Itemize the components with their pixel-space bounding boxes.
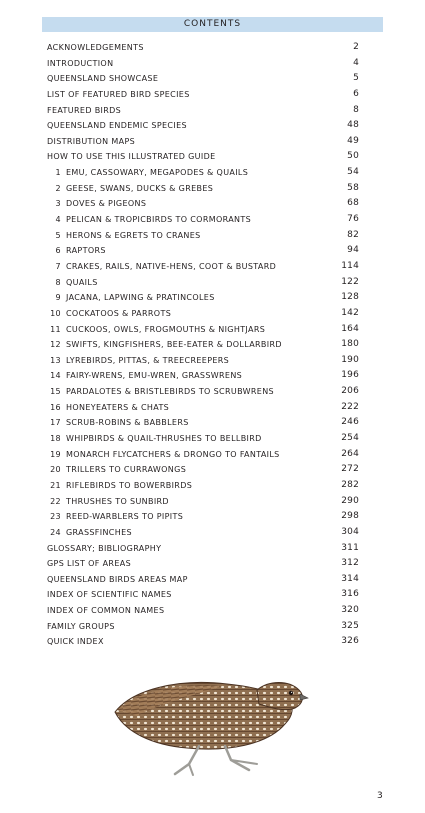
toc-entry xyxy=(47,275,359,291)
toc-page-number: 94 xyxy=(347,245,359,256)
toc-entry-label: CRAKES, RAILS, NATIVE-HENS, COOT & BUSTARD xyxy=(66,261,277,271)
toc-entry xyxy=(47,165,359,181)
toc-chapter-number: 15 xyxy=(50,387,61,397)
toc-page-number: 320 xyxy=(341,605,359,616)
toc-page-number: 2 xyxy=(353,42,359,52)
toc-entry-label: FEATURED BIRDS xyxy=(47,105,122,115)
toc-entry-label: COCKATOOS & PARROTS xyxy=(66,308,172,318)
toc-entry xyxy=(47,525,359,541)
toc-entry xyxy=(47,431,359,447)
toc-entry-label: HONEYEATERS & CHATS xyxy=(66,402,170,412)
toc-entry xyxy=(47,103,359,119)
contents-title: CONTENTS xyxy=(183,19,242,29)
toc-entry-left xyxy=(47,275,98,291)
toc-entry-label: PARDALOTES & BRISTLEBIRDS TO SCRUBWRENS xyxy=(66,387,274,397)
toc-entry-left xyxy=(47,149,216,165)
toc-chapter-number: 16 xyxy=(50,402,61,412)
toc-entry-left xyxy=(47,228,201,244)
toc-entry-label: QUICK INDEX xyxy=(47,637,104,647)
toc-entry-label: JACANA, LAPWING & PRATINCOLES xyxy=(66,293,215,303)
toc-entry-label: QUEENSLAND SHOWCASE xyxy=(47,74,159,84)
toc-page-number: 254 xyxy=(341,433,359,444)
toc-page-number: 54 xyxy=(347,167,359,178)
toc-entry-label: REED-WARBLERS TO PIPITS xyxy=(66,512,184,522)
toc-entry-label: RAPTORS xyxy=(66,246,106,256)
toc-entry xyxy=(47,134,359,150)
toc-chapter-number: 12 xyxy=(50,340,61,350)
toc-entry xyxy=(47,415,359,431)
toc-chapter-number: 17 xyxy=(50,418,61,428)
toc-page-number: 114 xyxy=(341,260,359,271)
toc-entry xyxy=(47,603,359,619)
toc-entry-label: GPS LIST OF AREAS xyxy=(47,559,131,569)
toc-entry-label: FAMILY GROUPS xyxy=(47,621,115,631)
toc-entry xyxy=(47,368,359,384)
toc-entry-left xyxy=(47,587,172,603)
toc-entry-label: SWIFTS, KINGFISHERS, BEE-EATER & DOLLARBIRD xyxy=(66,340,282,350)
quail-bird-illustration xyxy=(107,660,317,780)
toc-page-number: 246 xyxy=(341,417,359,428)
toc-entry-left xyxy=(47,619,115,635)
toc-page-number: 326 xyxy=(341,636,359,647)
toc-page-number: 290 xyxy=(341,495,359,506)
toc-entry-left xyxy=(47,368,242,384)
toc-chapter-number: 24 xyxy=(50,527,61,537)
toc-entry-label: INTRODUCTION xyxy=(47,58,114,68)
toc-entry-label: FAIRY-WRENS, EMU-WREN, GRASSWRENS xyxy=(66,371,243,381)
toc-entry xyxy=(47,634,359,650)
toc-page-number: 325 xyxy=(341,620,359,631)
toc-entry-left xyxy=(47,165,248,181)
toc-entry xyxy=(47,572,359,588)
toc-entry-left xyxy=(47,290,215,306)
toc-entry-label: SCRUB-ROBINS & BABBLERS xyxy=(66,418,189,428)
toc-entry-label: HOW TO USE THIS ILLUSTRATED GUIDE xyxy=(47,152,216,162)
toc-entry xyxy=(47,196,359,212)
toc-chapter-number: 19 xyxy=(50,449,61,459)
toc-entry-label: QUEENSLAND BIRDS AREAS MAP xyxy=(47,574,188,584)
toc-entry-left xyxy=(47,103,121,119)
toc-entry-label: PELICAN & TROPICBIRDS TO CORMORANTS xyxy=(66,215,252,225)
toc-entry xyxy=(47,259,359,275)
toc-page-number: 222 xyxy=(341,401,359,412)
toc-page-number: 196 xyxy=(341,370,359,381)
toc-entry-left xyxy=(47,634,104,650)
toc-page-number: 304 xyxy=(341,526,359,537)
toc-entry-label: LIST OF FEATURED BIRD SPECIES xyxy=(47,89,190,99)
toc-entry-label: HERONS & EGRETS TO CRANES xyxy=(66,230,201,240)
toc-chapter-number: 8 xyxy=(55,277,61,287)
toc-page-number: 6 xyxy=(353,88,359,99)
toc-entry-left xyxy=(47,353,229,369)
toc-entry xyxy=(47,619,359,635)
toc-chapter-number: 13 xyxy=(50,355,61,365)
toc-page-number: 142 xyxy=(341,307,359,318)
toc-entry xyxy=(47,87,359,103)
toc-entry-left xyxy=(47,478,192,494)
toc-chapter-number: 1 xyxy=(55,168,61,178)
toc-entry-left xyxy=(47,87,190,103)
toc-entry-left xyxy=(47,494,169,510)
toc-entry-left xyxy=(47,447,280,463)
toc-entry xyxy=(47,322,359,338)
toc-entry-label: DISTRIBUTION MAPS xyxy=(47,136,136,146)
toc-entry xyxy=(47,587,359,603)
toc-chapter-number: 22 xyxy=(50,496,61,506)
toc-page-number: 282 xyxy=(341,479,359,490)
toc-entry-left xyxy=(47,541,161,557)
toc-chapter-number: 10 xyxy=(50,308,61,318)
toc-entry-label: QUAILS xyxy=(66,277,98,287)
toc-page-number: 314 xyxy=(341,573,359,584)
toc-chapter-number: 23 xyxy=(50,512,61,522)
toc-entry xyxy=(47,228,359,244)
toc-chapter-number: 9 xyxy=(55,293,61,303)
toc-entry xyxy=(47,306,359,322)
toc-entry xyxy=(47,353,359,369)
toc-entry xyxy=(47,181,359,197)
toc-entry-left xyxy=(47,337,282,353)
toc-page-number: 68 xyxy=(347,198,359,209)
toc-chapter-number: 4 xyxy=(55,215,61,225)
toc-entry-left xyxy=(47,181,213,197)
toc-entry xyxy=(47,149,359,165)
toc-entry-label: CUCKOOS, OWLS, FROGMOUTHS & NIGHTJARS xyxy=(66,324,266,334)
toc-chapter-number: 18 xyxy=(50,434,61,444)
toc-page-number: 8 xyxy=(353,104,359,115)
toc-page-number: 180 xyxy=(341,339,359,350)
toc-entry xyxy=(47,56,359,72)
toc-entry xyxy=(47,243,359,259)
toc-entry-left xyxy=(47,415,189,431)
toc-page-number: 49 xyxy=(347,135,359,146)
toc-chapter-number: 5 xyxy=(55,230,61,240)
toc-entry-left xyxy=(47,259,276,275)
toc-entry-label: GRASSFINCHES xyxy=(66,527,132,537)
toc-entry xyxy=(47,290,359,306)
toc-entry-label: DOVES & PIGEONS xyxy=(66,199,147,209)
toc-entry-label: GLOSSARY; BIBLIOGRAPHY xyxy=(47,543,162,553)
toc-entry-left xyxy=(47,431,262,447)
toc-page-number: 4 xyxy=(353,57,359,68)
toc-entry-left xyxy=(47,603,164,619)
toc-entry xyxy=(47,494,359,510)
toc-entry-left xyxy=(47,384,274,400)
toc-page-number: 48 xyxy=(347,120,359,131)
toc-entry-left xyxy=(47,243,106,259)
toc-page-number: 264 xyxy=(341,448,359,459)
toc-chapter-number: 14 xyxy=(50,371,61,381)
toc-entry xyxy=(47,212,359,228)
toc-page-number: 128 xyxy=(341,292,359,303)
toc-entry xyxy=(47,71,359,87)
toc-entry-label: RIFLEBIRDS TO BOWERBIRDS xyxy=(66,480,193,490)
toc-entry-label: GEESE, SWANS, DUCKS & GREBES xyxy=(66,183,214,193)
toc-entry-left xyxy=(47,400,169,416)
toc-chapter-number: 20 xyxy=(50,465,61,475)
toc-page-number: 164 xyxy=(341,323,359,334)
toc-chapter-number: 2 xyxy=(55,183,61,193)
contents-header xyxy=(42,17,383,32)
toc-page-number: 5 xyxy=(353,73,359,84)
toc-entry-left xyxy=(47,322,265,338)
toc-entry-left xyxy=(47,525,132,541)
toc-entry-left xyxy=(47,212,251,228)
toc-chapter-number: 21 xyxy=(50,480,61,490)
toc-page-number: 316 xyxy=(341,589,359,600)
table-of-contents xyxy=(47,40,359,650)
toc-page-number: 82 xyxy=(347,229,359,240)
toc-page-number: 206 xyxy=(341,386,359,397)
toc-entry-label: TRILLERS TO CURRAWONGS xyxy=(66,465,187,475)
toc-entry xyxy=(47,400,359,416)
toc-entry-left xyxy=(47,509,183,525)
toc-chapter-number: 7 xyxy=(55,261,61,271)
toc-entry-left xyxy=(47,40,144,56)
toc-entry xyxy=(47,447,359,463)
toc-entry xyxy=(47,478,359,494)
toc-page-number: 311 xyxy=(341,542,359,553)
toc-entry-label: INDEX OF COMMON NAMES xyxy=(47,606,165,616)
toc-entry-left xyxy=(47,306,171,322)
toc-entry xyxy=(47,541,359,557)
toc-entry xyxy=(47,462,359,478)
toc-entry-label: THRUSHES TO SUNBIRD xyxy=(66,496,169,506)
toc-entry-label: WHIPBIRDS & QUAIL-THRUSHES TO BELLBIRD xyxy=(66,434,262,444)
toc-page-number: 190 xyxy=(341,354,359,365)
toc-entry-label: EMU, CASSOWARY, MEGAPODES & QUAILS xyxy=(66,168,249,178)
toc-entry-left xyxy=(47,56,113,72)
toc-chapter-number: 6 xyxy=(55,246,61,256)
toc-entry xyxy=(47,118,359,134)
toc-entry-left xyxy=(47,556,131,572)
toc-page-number: 58 xyxy=(347,182,359,193)
toc-entry-left xyxy=(47,71,158,87)
toc-page-number: 50 xyxy=(347,151,359,162)
toc-entry xyxy=(47,40,359,56)
page-number: 3 xyxy=(377,791,383,801)
toc-entry xyxy=(47,337,359,353)
toc-page-number: 76 xyxy=(347,214,359,225)
toc-entry xyxy=(47,384,359,400)
toc-entry-label: MONARCH FLYCATCHERS & DRONGO TO FANTAILS xyxy=(66,449,280,459)
toc-entry-left xyxy=(47,134,135,150)
toc-page-number: 312 xyxy=(341,558,359,569)
toc-entry xyxy=(47,556,359,572)
toc-entry xyxy=(47,509,359,525)
toc-entry-label: ACKNOWLEDGEMENTS xyxy=(47,43,144,52)
toc-entry-left xyxy=(47,572,188,588)
toc-entry-label: QUEENSLAND ENDEMIC SPECIES xyxy=(47,121,187,131)
toc-page-number: 272 xyxy=(341,464,359,475)
toc-entry-label: LYREBIRDS, PITTAS, & TREECREEPERS xyxy=(66,355,230,365)
toc-page-number: 122 xyxy=(341,276,359,287)
toc-entry-label: INDEX OF SCIENTIFIC NAMES xyxy=(47,590,172,600)
toc-chapter-number: 3 xyxy=(55,199,61,209)
toc-entry-left xyxy=(47,462,186,478)
toc-page-number: 298 xyxy=(341,511,359,522)
toc-entry-left xyxy=(47,118,187,134)
toc-entry-left xyxy=(47,196,146,212)
toc-chapter-number: 11 xyxy=(50,324,61,334)
